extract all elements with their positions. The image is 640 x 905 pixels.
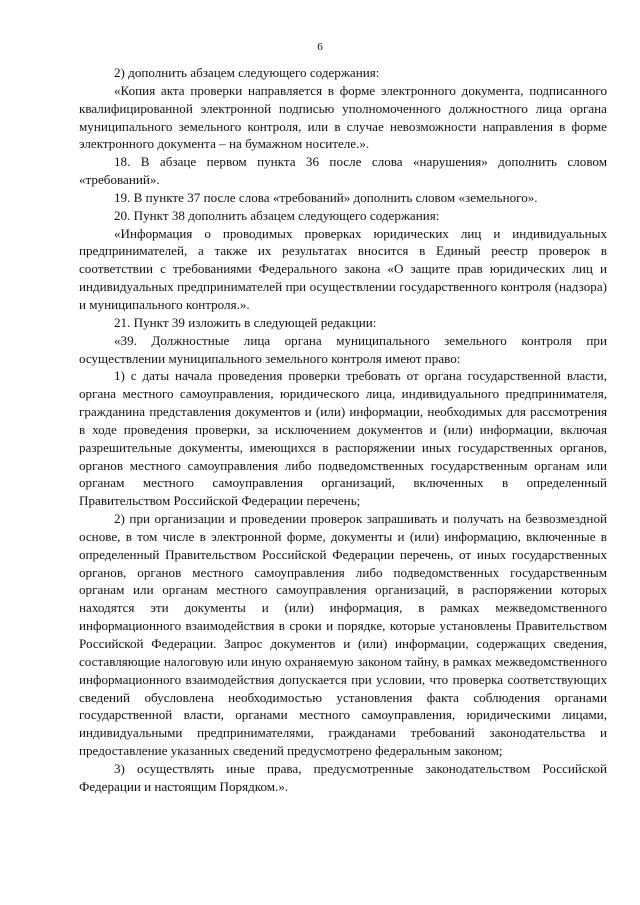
- paragraph-subclause-2: 2) при организации и проведении проверок запрашивать и получать на безвозмездной основе, в том числе в электронной форме, документы и (или) информацию, включенные в определенный Правительством Российской Федерации перечень, от иных государственных органов, органов местного самоуправления либо подведомственных государственным органам или органам местного самоуправления организаций, в распоряжении которых находятся эти документы и (или) информация, в рамках межведомственного информационного взаимодействия в сроки и порядке, которые установлены Правительством Российской Федерации. Запрос документов и (или) информации, содержащих сведения, составляющие налоговую или иную охраняемую законом тайну, в рамках межведомственного информационного взаимодействия допускается при условии, что проверка соответствующих сведений обусловлена необходимостью установления факта соблюдения органами государственной власти, органами местного самоуправления, юридическими лицами, индивидуальными предпринимателями, гражданами требований законодательства и предоставление указанных сведений предусмотрено федеральным законом;: [79, 511, 607, 759]
- paragraph-quote-act-copy: «Копия акта проверки направляется в форме электронного документа, подписанного квалифицированной электронной подписью уполномоченного должностного лица органа муниципального земельного контроля, или в случае невозможности направления в форме электронного документа – на бумажном носителе.».: [79, 82, 607, 152]
- paragraph-item-19: 19. В пункте 37 после слова «требований» дополнить словом «земельного».: [114, 189, 538, 205]
- paragraph-subclause-1: 1) с даты начала проведения проверки требовать от органа государственной власти, органа местного самоуправления, юридического лица, индивидуального предпринимателя, гражданина представления документов и (или) информации, необходимых для рассмотрения в ходе проведения проверки, за исключением документов и (или) информации, включая разрешительные документы, имеющихся в распоряжении иных государственных органов, органов местного самоуправления либо подведомственных государственным органам или органам местного самоуправления организаций, включенных в определенный Правительством Российской Федерации перечень;: [79, 368, 607, 509]
- paragraph-clause-39: «39. Должностные лица органа муниципального земельного контроля при осуществлении муниципального земельного контроля имеют право:: [79, 332, 607, 366]
- document-body: [79, 64, 607, 796]
- paragraph-item-20: 20. Пункт 38 дополнить абзацем следующего содержания:: [114, 207, 440, 223]
- paragraph-quote-registry: «Информация о проводимых проверках юридических лиц и индивидуальных предпринимателей, а также их результатах вносится в Единый реестр проверок в соответствии с требованиями Федерального закона «О защите прав юридических лиц и индивидуальных предпринимателей при осуществлении государственного контроля (надзора) и муниципального контроля.».: [79, 225, 607, 312]
- paragraph-subclause-3: 3) осуществлять иные права, предусмотренные законодательством Российской Федерации и настоящим Порядком.».: [79, 760, 607, 794]
- paragraph-item-2-intro: 2) дополнить абзацем следующего содержания:: [114, 65, 380, 80]
- page-number: 6: [317, 41, 323, 53]
- paragraph-item-21: 21. Пункт 39 изложить в следующей редакции:: [114, 314, 377, 330]
- paragraph-item-18: 18. В абзаце первом пункта 36 после слова «нарушения» дополнить словом «требований».: [79, 154, 607, 188]
